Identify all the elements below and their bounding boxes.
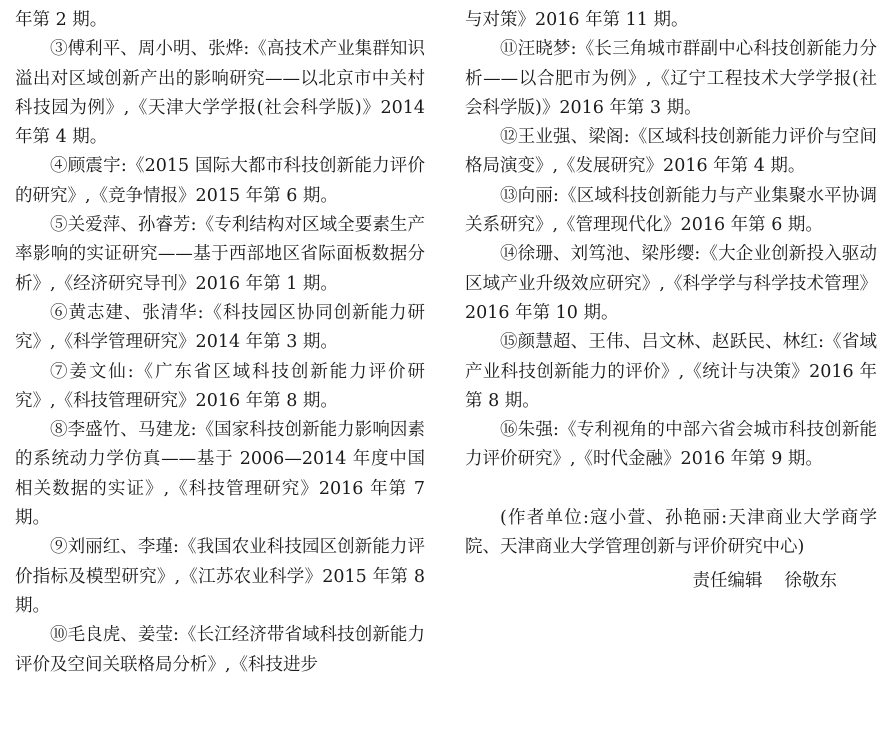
reference-12: ⑫王业强、梁阁:《区域科技创新能力评价与空间格局演变》,《发展研究》2016 年第 4 期。 [465, 127, 877, 177]
reference-5: ⑤关爱萍、孙睿芳:《专利结构对区域全要素生产率影响的实证研究——基于西部地区省际面板数据分析》,《经济研究导刊》2016 年第 1 期。 [15, 215, 425, 294]
reference-continuation: 年第 2 期。 [15, 10, 108, 30]
author-affiliation: (作者单位:寇小萱、孙艳丽:天津商业大学商学院、天津商业大学管理创新与评价研究中心) [465, 508, 877, 558]
reference-10: ⑩毛良虎、姜莹:《长江经济带省域科技创新能力评价及空间关联格局分析》,《科技进步 [15, 625, 425, 675]
editor-name: 徐敬东 [784, 570, 837, 591]
editor-line [465, 567, 877, 596]
reference-8: ⑧李盛竹、马建龙:《国家科技创新能力影响因素的系统动力学仿真——基于 2006—2014 年度中国相关数据的实证》,《科技管理研究》2016 年第 7 期。 [15, 420, 425, 529]
reference-9: ⑨刘丽红、李瑾:《我国农业科技园区创新能力评价指标及模型研究》,《江苏农业科学》2015 年第 8 期。 [15, 537, 425, 616]
reference-4: ④顾震宇:《2015 国际大都市科技创新能力评价的研究》,《竞争情报》2015 年第 6 期。 [15, 156, 425, 206]
editor-label: 责任编辑 [692, 570, 763, 591]
reference-6: ⑥黄志建、张清华:《科技园区协同创新能力研究》,《科学管理研究》2014 年第 3 期。 [15, 302, 425, 353]
reference-13: ⑬向丽:《区域科技创新能力与产业集聚水平协调关系研究》,《管理现代化》2016 年第 6 期。 [465, 185, 877, 236]
reference-10-continuation: 与对策》2016 年第 11 期。 [465, 10, 689, 30]
left-column [15, 6, 425, 680]
right-column [465, 6, 877, 596]
reference-16: ⑯朱强:《专利视角的中部六省会城市科技创新能力评价研究》,《时代金融》2016 年第 9 期。 [465, 420, 877, 470]
reference-7: ⑦姜文仙:《广东省区域科技创新能力评价研究》,《科技管理研究》2016 年第 8 期。 [15, 361, 425, 411]
reference-14: ⑭徐珊、刘笃池、梁彤缨:《大企业创新投入驱动区域产业升级效应研究》,《科学学与科学技术管理》2016 年第 10 期。 [465, 244, 877, 323]
reference-11: ⑪汪晓梦:《长三角城市群副中心科技创新能力分析——以合肥市为例》,《辽宁工程技术大学学报(社会科学版)》2016 年第 3 期。 [465, 39, 877, 118]
reference-3: ③傅利平、周小明、张烨:《高技术产业集群知识溢出对区域创新产出的影响研究——以北京市中关村科技园为例》,《天津大学学报(社会科学版)》2014 年第 4 期。 [15, 39, 425, 148]
reference-15: ⑮颜慧超、王伟、吕文林、赵跃民、林红:《省域产业科技创新能力的评价》,《统计与决策》2016 年第 8 期。 [465, 332, 877, 411]
blank-line [465, 475, 877, 504]
